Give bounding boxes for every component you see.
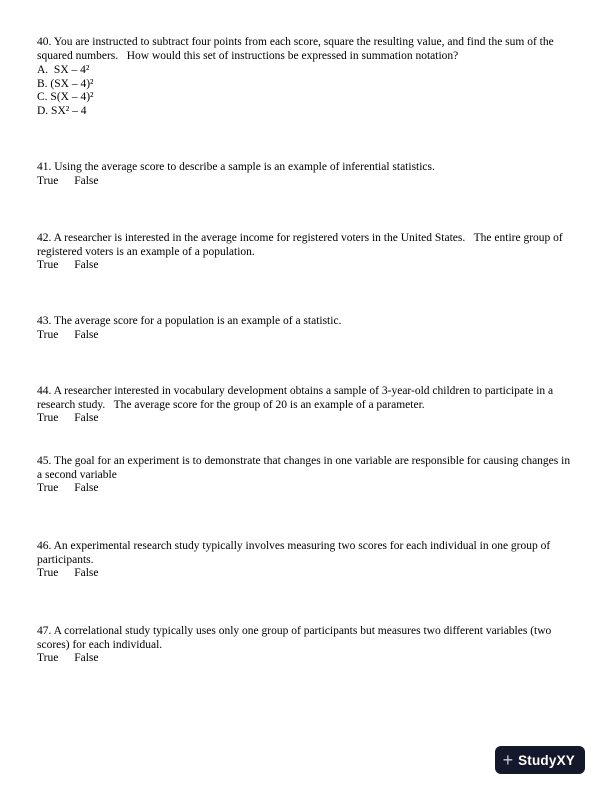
answer-option-a: A. SX – 4² — [37, 64, 90, 76]
false-label: False — [74, 174, 99, 187]
question-45 — [37, 455, 577, 496]
false-label: False — [74, 567, 99, 579]
answer-option-d: D. SX² – 4 — [37, 104, 87, 117]
answer-option-c: C. S(X – 4)² — [37, 91, 94, 103]
true-false-row — [37, 567, 577, 581]
question-44 — [37, 385, 577, 426]
true-false-row — [37, 412, 577, 426]
question-46 — [37, 540, 577, 581]
question-42 — [37, 232, 577, 273]
question-text: 47. A correlational study typically uses only one group of participants but measures two different variables (two scores) for each individual. — [37, 625, 555, 651]
question-40 — [37, 36, 577, 118]
false-label: False — [74, 482, 99, 494]
true-false-row — [37, 482, 577, 496]
question-text: 43. The average score for a population is an example of a statistic. — [37, 315, 342, 327]
true-label: True — [37, 412, 59, 424]
question-text: 40. You are instructed to subtract four points from each score, square the resulting value, and find the sum of the squared numbers. How would this set of instructions be expressed in summation notation? — [37, 36, 557, 62]
true-label: True — [37, 174, 59, 187]
true-label: True — [37, 652, 59, 664]
question-47 — [37, 625, 577, 666]
answer-option-b: B. (SX – 4)² — [37, 77, 94, 90]
question-text: 46. An experimental research study typically involves measuring two scores for each individual in one group of participants. — [37, 540, 554, 566]
false-label: False — [74, 328, 99, 341]
brand-name: StudyXY — [518, 752, 575, 768]
question-43 — [37, 315, 577, 342]
question-41 — [37, 161, 577, 188]
true-false-row — [37, 259, 577, 273]
question-text: 45. The goal for an experiment is to demonstrate that changes in one variable are responsible for causing changes in a second variable — [37, 455, 573, 481]
true-false-row — [37, 652, 577, 666]
true-false-row — [37, 329, 577, 343]
answer-options — [37, 64, 577, 118]
false-label: False — [74, 259, 99, 271]
false-label: False — [74, 652, 99, 664]
plus-icon: + — [502, 750, 514, 770]
true-label: True — [37, 482, 59, 494]
true-false-row — [37, 175, 577, 189]
false-label: False — [74, 412, 99, 424]
question-text: 42. A researcher is interested in the average income for registered voters in the United States. The entire group of registered voters is an example of a population. — [37, 232, 566, 258]
true-label: True — [37, 259, 59, 271]
brand-logo — [495, 746, 585, 774]
true-label: True — [37, 328, 59, 341]
question-text: 41. Using the average score to describe a sample is an example of inferential statistics. — [37, 161, 435, 173]
question-text: 44. A researcher interested in vocabulary development obtains a sample of 3-year-old children to participate in a research study. The average score for the group of 20 is an example of a parameter. — [37, 385, 556, 411]
true-label: True — [37, 567, 59, 579]
